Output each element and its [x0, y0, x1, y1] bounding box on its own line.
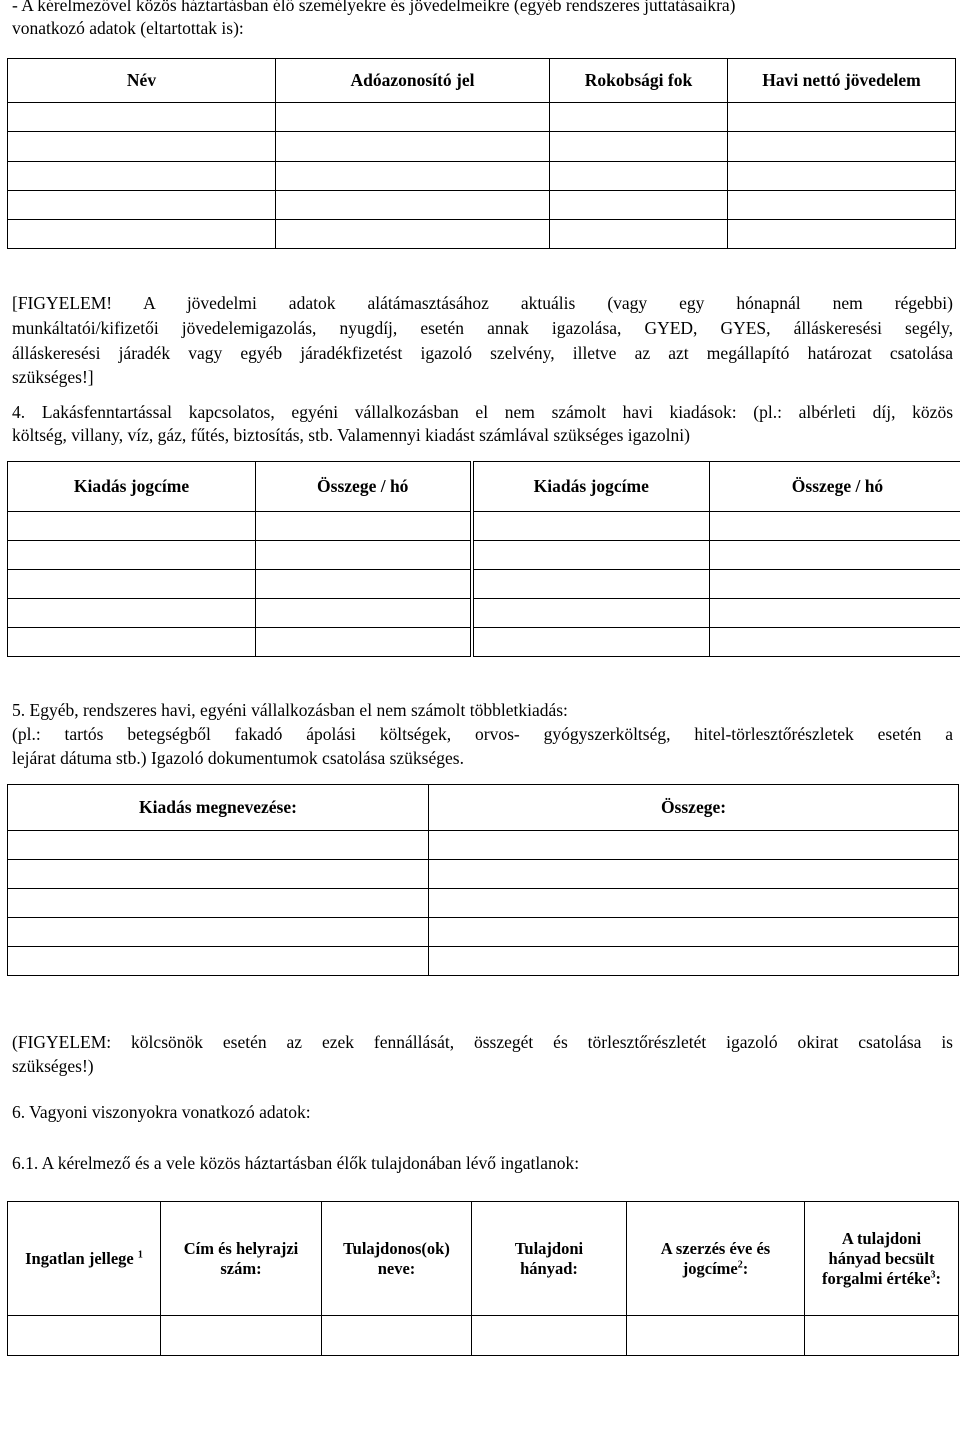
section6-title: 6. Vagyoni viszonyokra vonatkozó adatok: [12, 1102, 311, 1122]
table-cell[interactable] [276, 132, 550, 162]
table-cell[interactable] [256, 541, 472, 570]
table-cell[interactable] [550, 162, 728, 191]
table-cell[interactable] [8, 103, 276, 132]
section4-line-2: költség, villany, víz, gáz, fűtés, biztosítás, stb. Valamennyi kiadást számlával szükséges igazolni) [12, 425, 690, 445]
header-text: Tulajdoni [514, 1238, 584, 1258]
table-cell[interactable] [8, 860, 429, 889]
header-text: A tulajdoni [841, 1228, 922, 1248]
table-cell[interactable] [472, 541, 710, 570]
household-table [7, 58, 956, 249]
col-header-amount: Összege: [429, 785, 959, 831]
header-text: neve: [377, 1258, 416, 1278]
expenses-table [7, 461, 960, 657]
property-table [7, 1201, 959, 1356]
table-row [8, 1316, 959, 1356]
intro-line-2: vonatkozó adatok (eltartottak is): [12, 18, 244, 38]
table-cell[interactable] [550, 132, 728, 162]
col-header-tax-id: Adóazonosító jel [276, 59, 550, 103]
col-header-acquisition [627, 1202, 805, 1316]
table-cell[interactable] [161, 1316, 322, 1356]
header-text: : [935, 1268, 942, 1288]
table-cell[interactable] [276, 220, 550, 249]
table-row [8, 191, 956, 220]
footnote-marker: 3 [930, 1269, 936, 1280]
col-header-property-type [8, 1202, 161, 1316]
col-header-market-value [805, 1202, 959, 1316]
table-cell[interactable] [8, 599, 256, 628]
table-cell[interactable] [8, 162, 276, 191]
table-row [8, 512, 960, 541]
table-cell[interactable] [8, 947, 429, 976]
table-cell[interactable] [8, 132, 276, 162]
table-cell[interactable] [472, 512, 710, 541]
notice-line-3: álláskeresési járadék vagy egyéb járadékfizetést igazoló szelvény, illetve az azt megállapító határozat csatolása [12, 343, 953, 363]
table-cell[interactable] [710, 628, 960, 657]
table-cell[interactable] [322, 1316, 472, 1356]
loan-notice-line-2: szükséges!) [12, 1056, 94, 1076]
table-cell[interactable] [472, 628, 710, 657]
table-cell[interactable] [728, 103, 956, 132]
col-header-expense-title-1: Kiadás jogcíme [8, 462, 256, 512]
table-cell[interactable] [429, 918, 959, 947]
col-header-name: Név [8, 59, 276, 103]
col-header-relationship: Rokobsági fok [550, 59, 728, 103]
table-row [8, 132, 956, 162]
table-cell[interactable] [550, 220, 728, 249]
footnote-marker: 2 [737, 1259, 743, 1270]
table-cell[interactable] [710, 599, 960, 628]
table-cell[interactable] [8, 1316, 161, 1356]
table-cell[interactable] [276, 162, 550, 191]
header-text: hányad: [520, 1258, 578, 1278]
table-cell[interactable] [8, 889, 429, 918]
table-cell[interactable] [472, 1316, 627, 1356]
table-cell[interactable] [710, 570, 960, 599]
table-row [8, 162, 956, 191]
section4-line-1: 4. Lakásfenntartással kapcsolatos, egyéni vállalkozásban el nem számolt havi kiadások: (pl.: albérleti díj, közös [12, 402, 953, 422]
table-cell[interactable] [256, 599, 472, 628]
table-cell[interactable] [8, 918, 429, 947]
table-cell[interactable] [472, 599, 710, 628]
table-cell[interactable] [8, 191, 276, 220]
table-row [8, 860, 959, 889]
header-text: Ingatlan jellege [25, 1248, 134, 1268]
table-row [8, 831, 959, 860]
table-cell[interactable] [429, 947, 959, 976]
other-expenses-table [7, 784, 959, 976]
table-row [8, 570, 960, 599]
table-row [8, 220, 956, 249]
table-row [8, 628, 960, 657]
table-row [8, 947, 959, 976]
table-cell[interactable] [256, 628, 472, 657]
section5-line-3: lejárat dátuma stb.) Igazoló dokumentumok csatolása szükséges. [12, 748, 464, 768]
table-cell[interactable] [728, 220, 956, 249]
table-cell[interactable] [627, 1316, 805, 1356]
footnote-marker: 1 [137, 1249, 143, 1260]
section5-line-2: (pl.: tartós betegségből fakadó ápolási költségek, orvos- gyógyszerköltség, hitel-törlesztőrészletek esetén a [12, 724, 953, 744]
table-cell[interactable] [550, 191, 728, 220]
header-text: A szerzés éve és [660, 1238, 771, 1258]
table-cell[interactable] [550, 103, 728, 132]
header-text: hányad becsült [828, 1248, 935, 1268]
table-cell[interactable] [429, 889, 959, 918]
col-header-net-income: Havi nettó jövedelem [728, 59, 956, 103]
header-text: forgalmi értéke [821, 1268, 931, 1288]
table-cell[interactable] [276, 103, 550, 132]
table-cell[interactable] [8, 628, 256, 657]
header-text: : [742, 1258, 749, 1278]
table-cell[interactable] [728, 162, 956, 191]
table-cell[interactable] [728, 191, 956, 220]
table-cell[interactable] [728, 132, 956, 162]
header-text: Cím és helyrajzi [183, 1238, 299, 1258]
table-row [8, 918, 959, 947]
table-row [8, 889, 959, 918]
header-text: jogcíme [682, 1258, 738, 1278]
table-cell[interactable] [805, 1316, 959, 1356]
col-header-expense-title-2: Kiadás jogcíme [472, 462, 710, 512]
col-header-amount-2: Összege / hó [710, 462, 960, 512]
table-row [8, 599, 960, 628]
col-header-owners [322, 1202, 472, 1316]
header-text: szám: [220, 1258, 262, 1278]
notice-line-2: munkáltatói/kifizetői jövedelemigazolás, nyugdíj, esetén annak igazolása, GYED, GYES, álláskeresési segély, [12, 318, 953, 338]
header-text: Tulajdonos(ok) [343, 1238, 450, 1258]
col-header-ownership-share [472, 1202, 627, 1316]
notice-line-4: szükséges!] [12, 367, 94, 387]
intro-line-1: - A kérelmezővel közös háztartásban élő személyekre és jövedelmeikre (egyéb rendszeres juttatásaikra) [12, 0, 736, 15]
col-header-amount-1: Összege / hó [256, 462, 472, 512]
table-cell[interactable] [8, 220, 276, 249]
notice-line-1: [FIGYELEM! A jövedelmi adatok alátámasztásához aktuális (vagy egy hónapnál nem régebbi) [12, 293, 953, 313]
col-header-expense-name: Kiadás megnevezése: [8, 785, 429, 831]
table-cell[interactable] [256, 570, 472, 599]
table-cell[interactable] [8, 831, 429, 860]
table-cell[interactable] [276, 191, 550, 220]
table-cell[interactable] [8, 541, 256, 570]
table-cell[interactable] [429, 860, 959, 889]
table-cell[interactable] [8, 570, 256, 599]
table-cell[interactable] [429, 831, 959, 860]
table-cell[interactable] [8, 512, 256, 541]
col-header-address [161, 1202, 322, 1316]
section5-line-1: 5. Egyéb, rendszeres havi, egyéni vállalkozásban el nem számolt többletkiadás: [12, 700, 568, 720]
table-row [8, 103, 956, 132]
loan-notice-line-1: (FIGYELEM: kölcsönök esetén az ezek fennállását, összegét és törlesztőrészletét igazoló okirat csatolása is [12, 1032, 953, 1052]
table-cell[interactable] [472, 570, 710, 599]
table-cell[interactable] [710, 512, 960, 541]
table-row [8, 541, 960, 570]
table-cell[interactable] [256, 512, 472, 541]
table-cell[interactable] [710, 541, 960, 570]
section6-1-title: 6.1. A kérelmező és a vele közös háztartásban élők tulajdonában lévő ingatlanok: [12, 1153, 580, 1173]
